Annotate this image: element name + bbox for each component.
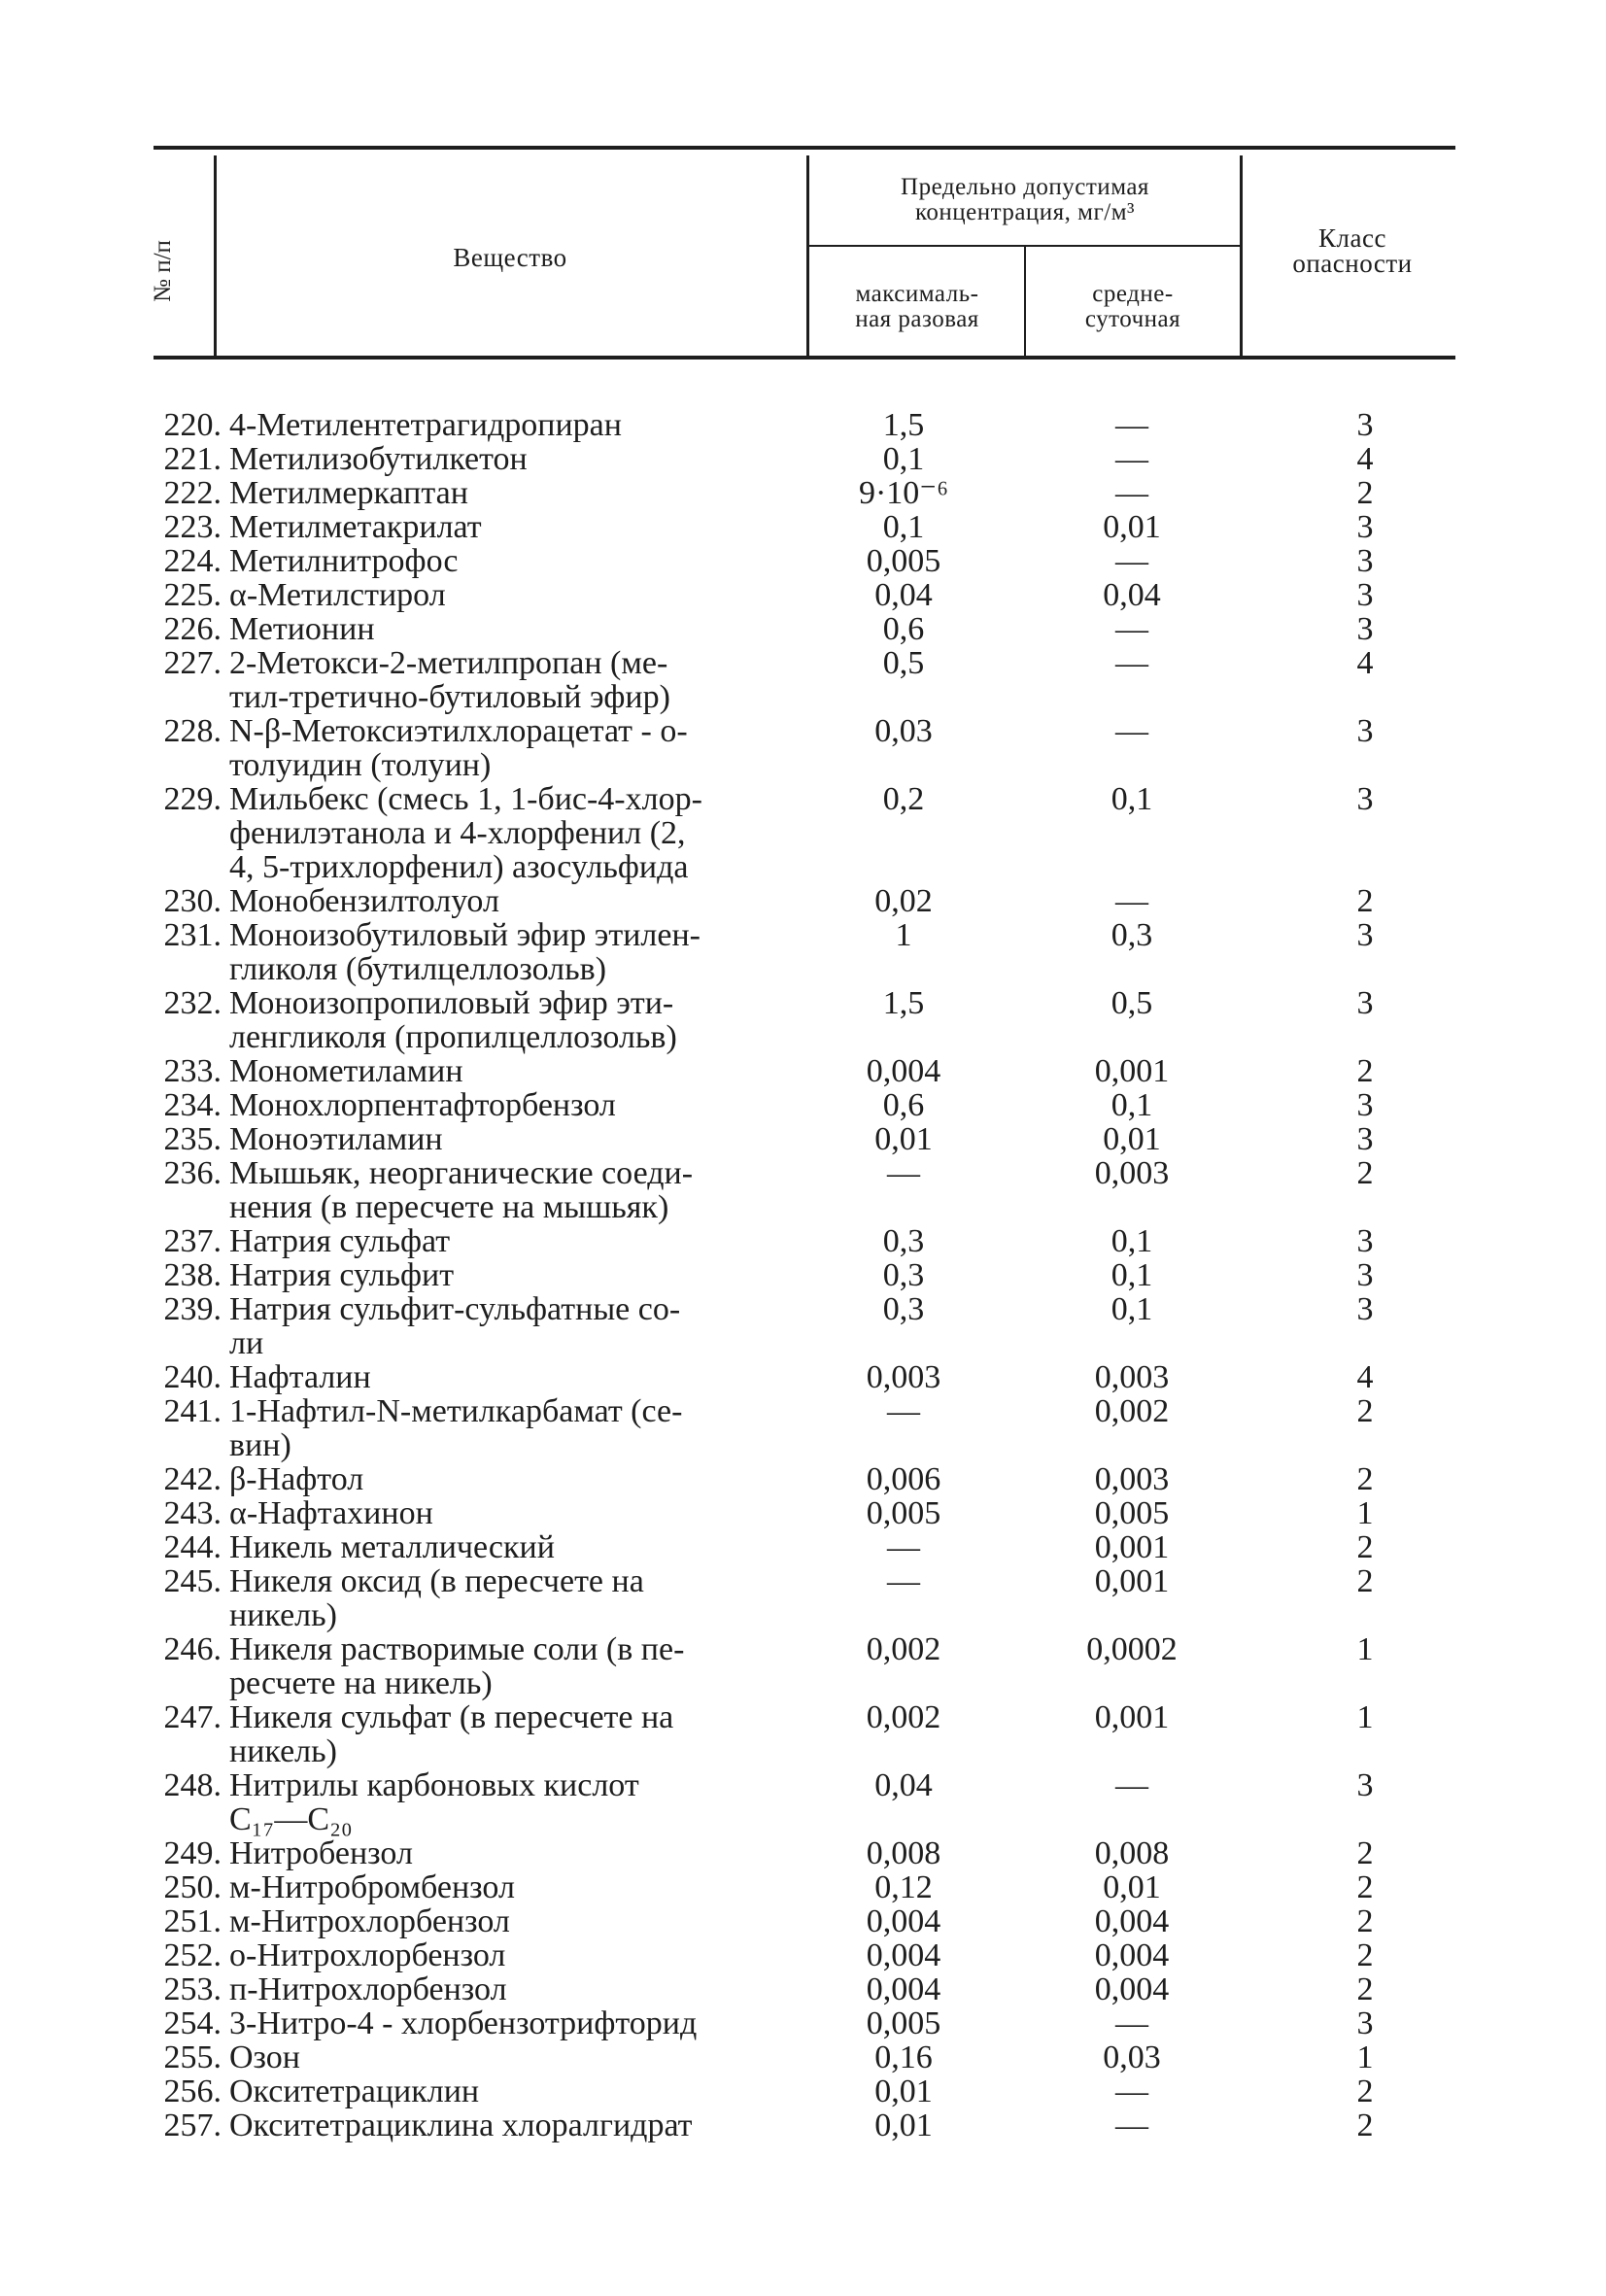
substance-name: Нафталин: [229, 1359, 371, 1395]
daily-average-concentration: 0,001: [1094, 1563, 1170, 1599]
table-row: [0, 1088, 1606, 1122]
hazard-class: 4: [1356, 441, 1374, 477]
substance-name: Никеля растворимые соли (в пе- ресчете на никель): [229, 1631, 685, 1701]
hazard-class: 1: [1356, 1631, 1374, 1667]
table-row: [0, 1870, 1606, 1904]
substance-name: Метилметакрилат: [229, 509, 482, 545]
daily-average-concentration: 0,001: [1094, 1529, 1170, 1565]
table-row: [0, 1530, 1606, 1564]
substance-name: Натрия сульфит: [229, 1257, 455, 1293]
table-row: [0, 646, 1606, 714]
max-single-concentration: —: [887, 1393, 920, 1429]
max-single-concentration: 0,5: [882, 645, 925, 681]
substance-name: Метилнитрофос: [229, 543, 459, 579]
substance-name: β-Нафтол: [229, 1461, 364, 1497]
daily-average-concentration: 0,003: [1094, 1359, 1170, 1395]
table-row: [0, 612, 1606, 646]
hazard-class: 2: [1356, 2073, 1374, 2109]
substance-name: Моноизопропиловый эфир эти- ленгликоля (пропилцеллозольв): [229, 985, 677, 1055]
table-row: [0, 578, 1606, 612]
row-number: 250.: [163, 1869, 222, 1905]
daily-average-concentration: 0,1: [1111, 1223, 1153, 1259]
hazard-class: 2: [1356, 1971, 1374, 2007]
daily-average-concentration: 0,0002: [1086, 1631, 1178, 1667]
substance-name: Никеля сульфат (в пересчете на никель): [229, 1699, 674, 1769]
hazard-class: 3: [1356, 543, 1374, 579]
table-row: [0, 1122, 1606, 1156]
row-number: 230.: [163, 883, 222, 919]
row-number: 244.: [163, 1529, 222, 1565]
substance-name: Натрия сульфат: [229, 1223, 451, 1259]
daily-average-concentration: 0,003: [1094, 1155, 1170, 1191]
table-row: [0, 408, 1606, 442]
substance-name: Моноизобутиловый эфир этилен- гликоля (бутилцеллозольв): [229, 917, 700, 987]
max-single-concentration: 0,004: [866, 1903, 941, 1939]
daily-average-concentration: —: [1115, 2108, 1148, 2143]
row-number: 251.: [163, 1903, 222, 1939]
daily-average-concentration: 0,03: [1103, 2039, 1161, 2075]
max-single-concentration: 0,3: [882, 1257, 925, 1293]
substance-name: 2-Метокси-2-метилпропан (ме- тил-третично-бутиловый эфир): [229, 645, 670, 715]
row-number: 255.: [163, 2039, 222, 2075]
substance-name: α-Нафтахинон: [229, 1495, 433, 1531]
hazard-class: 2: [1356, 2108, 1374, 2143]
substance-name: 1-Нафтил-N-метилкарбамат (се- вин): [229, 1393, 683, 1463]
daily-average-concentration: —: [1115, 475, 1148, 511]
hazard-class: 1: [1356, 1495, 1374, 1531]
substance-name: п-Нитрохлорбензол: [229, 1971, 507, 2007]
column-header-max: максималь- ная разовая: [855, 281, 979, 332]
table-row: [0, 918, 1606, 986]
substance-name: 3-Нитро-4 - хлорбензотрифторид: [229, 2005, 698, 2041]
hazard-class: 2: [1356, 1155, 1374, 1191]
table-row: [0, 1292, 1606, 1360]
substance-name: Никеля оксид (в пересчете на никель): [229, 1563, 644, 1633]
hazard-class: 3: [1356, 1223, 1374, 1259]
table-row: [0, 2074, 1606, 2108]
hazard-class: 3: [1356, 407, 1374, 443]
hazard-class: 3: [1356, 577, 1374, 613]
daily-average-concentration: 0,001: [1094, 1053, 1170, 1089]
max-single-concentration: 1,5: [882, 985, 925, 1021]
hazard-class: 2: [1356, 1563, 1374, 1599]
table-row: [0, 1360, 1606, 1394]
table-row: [0, 2006, 1606, 2040]
row-number: 227.: [163, 645, 222, 681]
substance-name: Метилмеркаптан: [229, 475, 468, 511]
substance-name: Мильбекс (смесь 1, 1-бис-4-хлор- фенилэтанола и 4-хлорфенил (2, 4, 5-трихлорфенил) азосульфида: [229, 781, 702, 885]
daily-average-concentration: 0,004: [1094, 1903, 1170, 1939]
hazard-class: 3: [1356, 1767, 1374, 1803]
row-number: 232.: [163, 985, 222, 1021]
daily-average-concentration: 0,01: [1103, 1121, 1161, 1157]
substance-name: Моноэтиламин: [229, 1121, 443, 1157]
row-number: 221.: [163, 441, 222, 477]
substance-name: α-Метилстирол: [229, 577, 446, 613]
max-single-concentration: 0,005: [866, 543, 941, 579]
divider-pdk-class: [1240, 155, 1243, 358]
daily-average-concentration: —: [1115, 713, 1148, 749]
top-rule: [154, 146, 1455, 150]
max-single-concentration: 9·10⁻⁶: [858, 475, 949, 511]
hazard-class: 3: [1356, 1257, 1374, 1293]
daily-average-concentration: —: [1115, 543, 1148, 579]
max-single-concentration: 0,002: [866, 1631, 941, 1667]
substance-name: Озон: [229, 2039, 300, 2075]
row-number: 249.: [163, 1835, 222, 1871]
daily-average-concentration: —: [1115, 883, 1148, 919]
hazard-class: 2: [1356, 1937, 1374, 1973]
header-bottom-rule: [154, 356, 1455, 360]
table-row: [0, 1224, 1606, 1258]
table-row: [0, 1972, 1606, 2006]
hazard-class: 3: [1356, 1121, 1374, 1157]
daily-average-concentration: 0,002: [1094, 1393, 1170, 1429]
daily-average-concentration: —: [1115, 645, 1148, 681]
hazard-class: 4: [1356, 645, 1374, 681]
hazard-class: 2: [1356, 1461, 1374, 1497]
table-row: [0, 476, 1606, 510]
max-single-concentration: 0,005: [866, 1495, 941, 1531]
row-number: 237.: [163, 1223, 222, 1259]
daily-average-concentration: 0,5: [1111, 985, 1153, 1021]
table-row: [0, 544, 1606, 578]
daily-average-concentration: —: [1115, 1767, 1148, 1803]
hazard-class: 3: [1356, 1087, 1374, 1123]
max-single-concentration: —: [887, 1563, 920, 1599]
daily-average-concentration: 0,004: [1094, 1971, 1170, 2007]
divider-max-avg: [1024, 247, 1026, 358]
daily-average-concentration: 0,01: [1103, 509, 1161, 545]
max-single-concentration: 0,004: [866, 1971, 941, 2007]
row-number: 225.: [163, 577, 222, 613]
column-header-pdk: Предельно допустимая концентрация, мг/м³: [901, 174, 1149, 225]
row-number: 256.: [163, 2073, 222, 2109]
row-number: 247.: [163, 1699, 222, 1735]
table-row: [0, 1394, 1606, 1462]
max-single-concentration: 0,2: [882, 781, 925, 817]
hazard-class: 2: [1356, 1869, 1374, 1905]
max-single-concentration: 0,6: [882, 611, 925, 647]
hazard-class: 2: [1356, 475, 1374, 511]
table-row: [0, 1938, 1606, 1972]
daily-average-concentration: —: [1115, 611, 1148, 647]
daily-average-concentration: —: [1115, 2005, 1148, 2041]
daily-average-concentration: —: [1115, 2073, 1148, 2109]
table-row: [0, 782, 1606, 884]
hazard-class: 3: [1356, 509, 1374, 545]
max-single-concentration: 0,004: [866, 1053, 941, 1089]
max-single-concentration: 0,02: [874, 883, 933, 919]
row-number: 228.: [163, 713, 222, 749]
max-single-concentration: 0,03: [874, 713, 933, 749]
max-single-concentration: 0,16: [874, 2039, 933, 2075]
daily-average-concentration: 0,1: [1111, 1087, 1153, 1123]
hazard-class: 2: [1356, 1903, 1374, 1939]
table-row: [0, 2108, 1606, 2142]
substance-name: Нитробензол: [229, 1835, 413, 1871]
row-number: 240.: [163, 1359, 222, 1395]
row-number: 243.: [163, 1495, 222, 1531]
table-row: [0, 2040, 1606, 2074]
max-single-concentration: 0,003: [866, 1359, 941, 1395]
divider-substance-pdk: [806, 155, 809, 358]
table-row: [0, 1768, 1606, 1836]
max-single-concentration: 0,3: [882, 1223, 925, 1259]
substance-name: Монометиламин: [229, 1053, 463, 1089]
max-single-concentration: 0,006: [866, 1461, 941, 1497]
daily-average-concentration: 0,1: [1111, 1291, 1153, 1327]
max-single-concentration: 0,004: [866, 1937, 941, 1973]
substance-name: Натрия сульфит-сульфатные со- ли: [229, 1291, 681, 1361]
row-number: 248.: [163, 1767, 222, 1803]
table-row: [0, 1904, 1606, 1938]
hazard-class: 3: [1356, 985, 1374, 1021]
substance-name: N-β-Метоксиэтилхлорацетат - о- толуидин (толуин): [229, 713, 688, 783]
hazard-class: 1: [1356, 1699, 1374, 1735]
hazard-class: 2: [1356, 1835, 1374, 1871]
daily-average-concentration: 0,003: [1094, 1461, 1170, 1497]
substance-name: Монохлорпентафторбензол: [229, 1087, 616, 1123]
row-number: 234.: [163, 1087, 222, 1123]
substance-name: Метионин: [229, 611, 375, 647]
table-row: [0, 1564, 1606, 1632]
max-single-concentration: 0,005: [866, 2005, 941, 2041]
daily-average-concentration: —: [1115, 441, 1148, 477]
row-number: 236.: [163, 1155, 222, 1191]
daily-average-concentration: —: [1115, 407, 1148, 443]
daily-average-concentration: 0,004: [1094, 1937, 1170, 1973]
table-row: [0, 884, 1606, 918]
daily-average-concentration: 0,3: [1111, 917, 1153, 953]
hazard-class: 3: [1356, 611, 1374, 647]
row-number: 253.: [163, 1971, 222, 2007]
max-single-concentration: 0,6: [882, 1087, 925, 1123]
max-single-concentration: 0,008: [866, 1835, 941, 1871]
substance-name: м-Нитробромбензол: [229, 1869, 515, 1905]
max-single-concentration: 0,04: [874, 577, 933, 613]
daily-average-concentration: 0,001: [1094, 1699, 1170, 1735]
table-row: [0, 1258, 1606, 1292]
max-single-concentration: 0,01: [874, 2073, 933, 2109]
daily-average-concentration: 0,01: [1103, 1869, 1161, 1905]
daily-average-concentration: 0,008: [1094, 1835, 1170, 1871]
hazard-class: 2: [1356, 1393, 1374, 1429]
row-number: 257.: [163, 2108, 222, 2143]
table-row: [0, 714, 1606, 782]
row-number: 226.: [163, 611, 222, 647]
table-row: [0, 1700, 1606, 1768]
max-single-concentration: 0,01: [874, 2108, 933, 2143]
hazard-class: 2: [1356, 1529, 1374, 1565]
table-row: [0, 1632, 1606, 1700]
table-row: [0, 1462, 1606, 1496]
hazard-class: 2: [1356, 883, 1374, 919]
max-single-concentration: 0,04: [874, 1767, 933, 1803]
substance-name: Окситетрациклин: [229, 2073, 480, 2109]
hazard-class: 2: [1356, 1053, 1374, 1089]
row-number: 222.: [163, 475, 222, 511]
daily-average-concentration: 0,1: [1111, 781, 1153, 817]
substance-name: Метилизобутилкетон: [229, 441, 528, 477]
row-number: 245.: [163, 1563, 222, 1599]
table-row: [0, 1156, 1606, 1224]
row-number: 239.: [163, 1291, 222, 1327]
daily-average-concentration: 0,1: [1111, 1257, 1153, 1293]
table-row: [0, 510, 1606, 544]
table-row: [0, 1054, 1606, 1088]
max-single-concentration: 0,12: [874, 1869, 933, 1905]
row-number: 233.: [163, 1053, 222, 1089]
substance-name: м-Нитрохлорбензол: [229, 1903, 510, 1939]
hazard-class: 3: [1356, 781, 1374, 817]
hazard-class: 3: [1356, 2005, 1374, 2041]
row-number: 241.: [163, 1393, 222, 1429]
table-row: [0, 1496, 1606, 1530]
row-number: 252.: [163, 1937, 222, 1973]
substance-name: Монобензилтолуол: [229, 883, 499, 919]
max-single-concentration: 0,1: [882, 509, 925, 545]
column-header-substance: Вещество: [453, 243, 567, 272]
row-number: 238.: [163, 1257, 222, 1293]
max-single-concentration: 0,01: [874, 1121, 933, 1157]
substance-name: Мышьяк, неорганические соеди- нения (в пересчете на мышьяк): [229, 1155, 694, 1225]
max-single-concentration: —: [887, 1529, 920, 1565]
hazard-class: 3: [1356, 917, 1374, 953]
max-single-concentration: 1,5: [882, 407, 925, 443]
table-row: [0, 986, 1606, 1054]
row-number: 242.: [163, 1461, 222, 1497]
row-number: 246.: [163, 1631, 222, 1667]
row-number: 224.: [163, 543, 222, 579]
substance-name: Никель металлический: [229, 1529, 555, 1565]
hazard-class: 3: [1356, 713, 1374, 749]
hazard-class: 4: [1356, 1359, 1374, 1395]
column-header-class: Класс опасности: [1292, 223, 1413, 278]
max-single-concentration: 0,002: [866, 1699, 941, 1735]
substance-name: 4-Метилентетрагидропиран: [229, 407, 622, 443]
row-number: 235.: [163, 1121, 222, 1157]
daily-average-concentration: 0,04: [1103, 577, 1161, 613]
row-number: 254.: [163, 2005, 222, 2041]
row-number: 223.: [163, 509, 222, 545]
table-row: [0, 442, 1606, 476]
hazard-class: 3: [1356, 1291, 1374, 1327]
table-row: [0, 1836, 1606, 1870]
substance-name: Окситетрациклина хлоралгидрат: [229, 2108, 693, 2143]
column-header-number: № п/п: [150, 240, 176, 302]
max-single-concentration: 0,1: [882, 441, 925, 477]
daily-average-concentration: 0,005: [1094, 1495, 1170, 1531]
row-number: 231.: [163, 917, 222, 953]
column-header-avg: средне- суточная: [1084, 281, 1181, 332]
max-single-concentration: 0,3: [882, 1291, 925, 1327]
substance-name: Нитрилы карбоновых кислот C₁₇—C₂₀: [229, 1767, 639, 1837]
max-single-concentration: —: [887, 1155, 920, 1191]
max-single-concentration: 1: [895, 917, 912, 953]
row-number: 229.: [163, 781, 222, 817]
substance-name: о-Нитрохлорбензол: [229, 1937, 506, 1973]
row-number: 220.: [163, 407, 222, 443]
divider-num-substance: [214, 155, 217, 358]
hazard-class: 1: [1356, 2039, 1374, 2075]
